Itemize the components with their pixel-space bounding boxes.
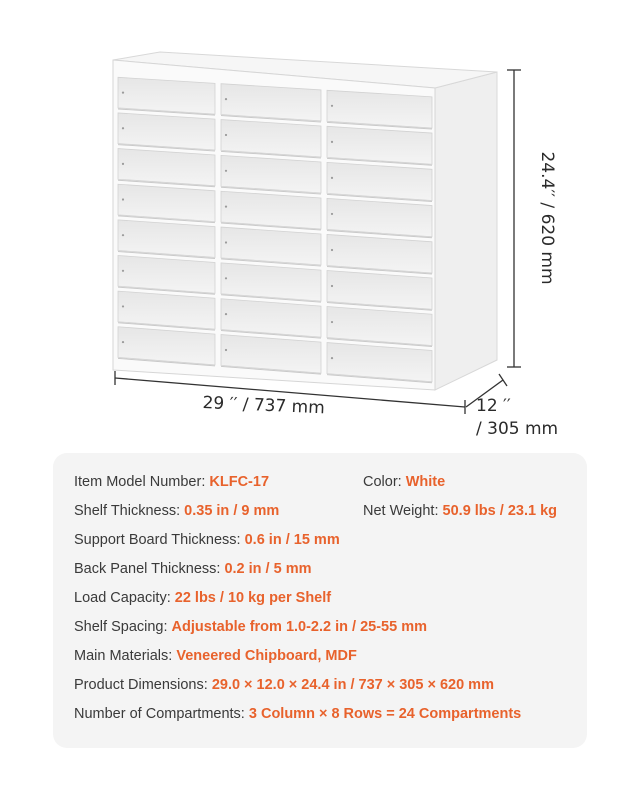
spec-label: Load Capacity: [74,590,171,606]
compartment [221,191,321,229]
peg-hole [331,105,333,107]
spec-label: Item Model Number: [74,474,206,490]
peg-hole [122,198,124,200]
peg-hole [122,341,124,343]
specifications-panel [53,453,587,748]
spec-label: Shelf Spacing: [74,619,168,635]
spec-materials [74,648,357,664]
peg-hole [225,206,227,208]
peg-hole [225,349,227,351]
compartment [118,149,215,186]
spec-label: Back Panel Thickness: [74,561,221,577]
spec-support-board [74,532,340,548]
compartment [118,184,215,221]
compartment [221,120,321,157]
spec-value: 0.2 in / 5 mm [224,561,312,577]
compartment [327,126,432,164]
height-label: 24.4′′ / 620 mm [537,151,557,285]
peg-hole [122,270,124,272]
spec-value: Veneered Chipboard, MDF [176,648,357,664]
peg-hole [225,313,227,315]
spec-label: Color: [363,474,402,490]
peg-hole [331,285,333,287]
spec-value: 0.35 in / 9 mm [184,503,280,519]
peg-hole [122,305,124,307]
compartment [221,155,321,193]
compartment [221,84,321,121]
depth-label-mm: / 305 mm [476,419,559,439]
spec-label: Net Weight: [363,503,439,519]
compartment [118,113,215,150]
peg-hole [331,141,333,143]
spec-color [363,474,445,490]
peg-hole [331,177,333,179]
spec-shelf-thickness [74,503,279,519]
spec-value: KLFC-17 [209,474,270,490]
spec-model [74,474,269,490]
cabinet-side-panel [435,72,497,390]
peg-hole [122,163,124,165]
spec-shelf-spacing [74,619,427,635]
spec-product-dimensions [74,677,494,693]
peg-hole [331,213,333,215]
spec-load-capacity [74,590,331,606]
compartment [327,90,432,128]
peg-hole [331,321,333,323]
spec-value: 22 lbs / 10 kg per Shelf [174,590,332,606]
peg-hole [225,241,227,243]
peg-hole [225,170,227,172]
peg-hole [122,234,124,236]
spec-label: Shelf Thickness: [74,503,181,519]
peg-hole [122,127,124,129]
compartment [118,220,215,258]
spec-value: 3 Column × 8 Rows = 24 Compartments [248,706,522,722]
spec-value: White [405,474,446,490]
compartment [327,162,432,200]
spec-label: Number of Compartments: [74,706,245,722]
spec-label: Product Dimensions: [74,677,208,693]
spec-label: Main Materials: [74,648,173,664]
spec-label: Support Board Thickness: [74,532,241,548]
peg-hole [122,92,124,94]
height-dimension-line [507,70,521,367]
spec-value: 29.0 × 12.0 × 24.4 in / 737 × 305 × 620 mm [211,677,494,693]
peg-hole [331,249,333,251]
peg-hole [225,98,227,100]
spec-back-panel [74,561,312,577]
spec-compartments [74,706,521,722]
spec-value: Adjustable from 1.0-2.2 in / 25-55 mm [171,619,427,635]
peg-hole [225,134,227,136]
spec-value: 50.9 lbs / 23.1 kg [442,503,557,519]
peg-hole [331,357,333,359]
compartment [118,77,215,114]
spec-net-weight [363,503,557,519]
spec-value: 0.6 in / 15 mm [244,532,340,548]
width-label: 29 ′′ / 737 mm [202,393,326,419]
peg-hole [225,277,227,279]
depth-label-inches: 12 ′′ [476,396,511,416]
